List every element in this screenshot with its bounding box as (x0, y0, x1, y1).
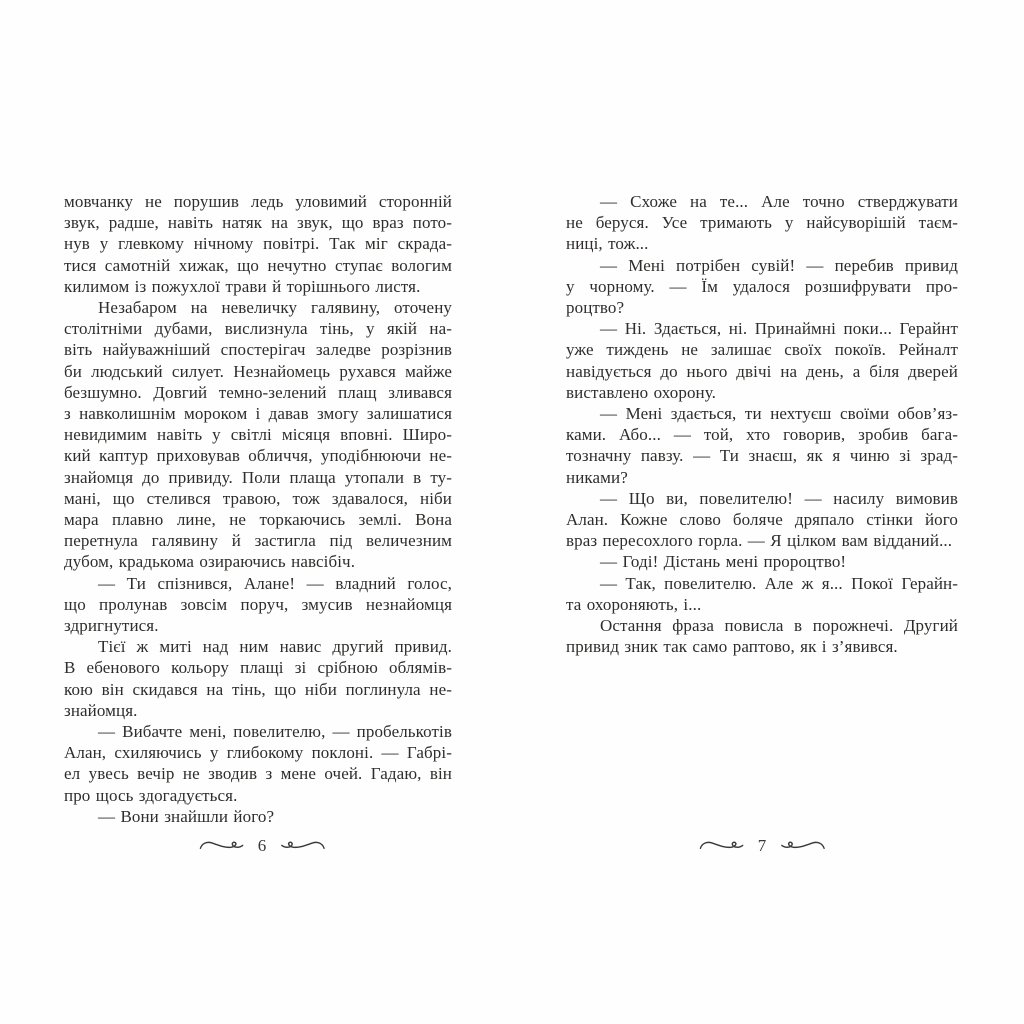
text-line: Остання фраза повисла в порожнечі. Другий (600, 616, 958, 636)
text-line: уже тиждень не залишає своїх покоїв. Рейналт (566, 340, 958, 360)
text-line: нув у глевкому нічному повітрі. Так міг скрада- (64, 234, 452, 254)
paragraph (64, 573, 452, 637)
text-line: Алан, схиляючись у глибокому поклоні. — Габрі- (64, 743, 452, 763)
text-line: — Схоже на те... Але точно стверджувати (600, 192, 958, 211)
page-right-text (566, 191, 958, 657)
text-line: безшумно. Довгий темно-зелений плащ зливався (64, 382, 452, 402)
text-line: дубом, крадькома озираючись навсібіч. (64, 552, 356, 572)
text-line: — Вибачте мені, повелителю, — пробелькотів (98, 722, 452, 742)
flourish-right-icon (779, 838, 825, 852)
text-line: знайомця до привиду. Поли плаща утопали в ту- (64, 467, 452, 487)
text-line: Алан. Кожне слово боляче дряпало стінки його (566, 510, 958, 530)
text-line: не беруся. Усе тримають у найсуворішій таєм- (566, 213, 958, 233)
flourish-left-icon (199, 838, 245, 852)
text-line: мані, що стелився травою, тож здавалося, ніби (64, 488, 452, 508)
text-line: — Мені потрібен сувій! — перебив привид (600, 255, 958, 275)
paragraph (566, 488, 958, 552)
text-line: В ебенового кольору плащі зі срібною облямів- (64, 658, 452, 678)
text-line: — Мені здається, ти нехтуєш своїми обов’яз- (600, 404, 958, 424)
text-line: у чорному. — Їм удалося розшифрувати про- (566, 276, 958, 296)
page-right-footer (699, 836, 826, 854)
text-line: — Вони знайшли його? (98, 806, 275, 826)
text-line: мовчанку не порушив ледь уловимий сторонній (64, 192, 452, 211)
text-line: виставлено охорону. (566, 382, 717, 402)
text-line: — Що ви, повелителю! — насилу вимовив (600, 488, 958, 508)
text-line: звук, радше, навіть натяк на звук, що враз пото- (64, 213, 452, 233)
paragraph (64, 721, 452, 806)
text-line: столітніми дубами, вислизнула тінь, у якій на- (64, 319, 452, 339)
paragraph (64, 636, 452, 721)
text-line: з навколишнім мороком і давав змогу залишатися (64, 404, 452, 424)
text-line: килимом із пожухлої трави й торішнього листя. (64, 276, 421, 296)
text-line: перетнула галявину й застигла під величезним (64, 531, 452, 551)
text-line: — Ні. Здається, ні. Принаймні поки... Герайнт (600, 319, 958, 339)
text-line: враз пересохлого горла. — Я цілком вам відданий... (566, 531, 953, 551)
text-line: знайомця. (64, 700, 138, 720)
text-line: та охороняють, і... (566, 594, 702, 614)
page-left-footer (199, 836, 326, 854)
text-line: кий каптур приховував обличчя, уподібнюючи не- (64, 446, 452, 466)
text-line: привид зник так само раптово, як і з’явився. (566, 637, 898, 657)
text-line: би людський силует. Незнайомець рухався майже (64, 361, 452, 381)
text-line: тися самотній хижак, що нечутно ступає вологим (64, 255, 452, 275)
text-line: кою він скидався на тінь, що ніби поглинула не- (64, 679, 452, 699)
paragraph (566, 615, 958, 657)
text-line: — Ти спізнився, Алане! — владний голос, (98, 573, 452, 593)
text-line: віть найуважніший спостерігач заледве розрізнив (64, 340, 452, 360)
text-line: про щось здогадується. (64, 785, 238, 805)
page-number: 7 (757, 836, 767, 855)
flourish-right-icon (279, 838, 325, 852)
paragraph (566, 318, 958, 403)
page-number: 6 (257, 836, 267, 855)
text-line: ками. Або... — той, хто говорив, зробив бага- (566, 425, 958, 445)
text-line: що пролунав зовсім поруч, змусив незнайомця (64, 594, 452, 614)
paragraph (566, 255, 958, 319)
text-line: ел увесь вечір не зводив з мене очей. Гадаю, він (64, 764, 452, 784)
text-line: никами? (566, 467, 628, 487)
text-line: мара плавно лине, не торкаючись землі. Вона (64, 510, 452, 530)
text-line: Незабаром на невеличку галявину, оточену (98, 298, 452, 318)
text-line: тозначну павзу. — Ти знаєш, як я чиню зі зрад- (566, 446, 958, 466)
flourish-left-icon (699, 838, 745, 852)
paragraph (566, 403, 958, 488)
paragraph (566, 191, 958, 255)
paragraph (64, 806, 452, 827)
paragraph (64, 191, 452, 297)
text-line: — Годі! Дістань мені пророцтво! (600, 552, 847, 572)
paragraph (566, 551, 958, 572)
page-left-text (64, 191, 452, 827)
text-line: здригнутися. (64, 616, 159, 636)
text-line: навідується до нього двічі на день, а біля дверей (566, 361, 958, 381)
text-line: невидимим навіть у світлі місяця вповні. Широ- (64, 425, 452, 445)
text-line: — Так, повелителю. Але ж я... Покої Герайн- (600, 573, 958, 593)
text-line: Тієї ж миті над ним навис другий привид. (98, 637, 452, 657)
paragraph (64, 297, 452, 573)
text-line: ниці, тож... (566, 234, 649, 254)
paragraph (566, 573, 958, 615)
text-line: роцтво? (566, 298, 625, 318)
